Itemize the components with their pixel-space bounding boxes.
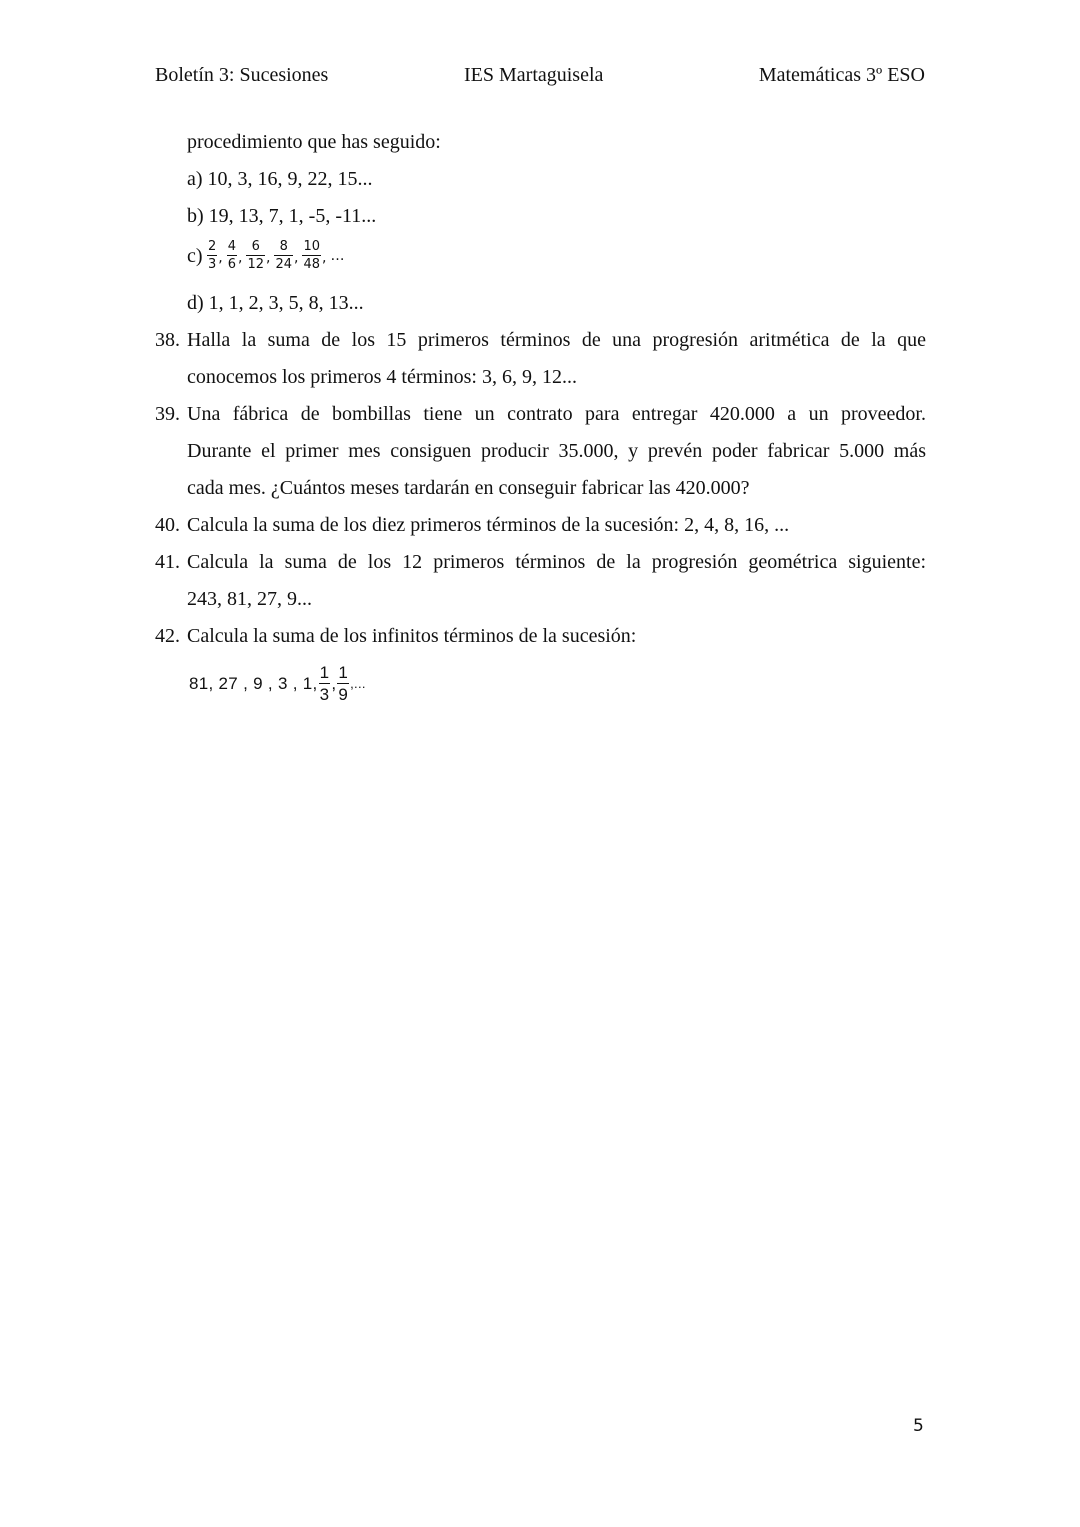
- sequence-b: b) 19, 13, 7, 1, -5, -11...: [187, 205, 377, 227]
- fraction: 1 3: [319, 663, 330, 704]
- problem-number: 40.: [155, 514, 180, 536]
- fraction: 6 12: [247, 239, 265, 272]
- intro-line: procedimiento que has seguido:: [187, 131, 441, 153]
- problem-41: [155, 544, 926, 618]
- problem-text: Una fábrica de bombillas tiene un contrato para entregar 420.000 a un proveedor.: [187, 403, 926, 425]
- sequence-c: [155, 235, 926, 285]
- separator: ,: [331, 673, 337, 693]
- ellipsis: …: [330, 247, 345, 264]
- problem-text: Calcula la suma de los infinitos términos de la sucesión:: [187, 625, 637, 647]
- fraction: 1 9: [338, 663, 349, 704]
- sequence-42-suffix: ,...: [350, 676, 366, 691]
- sequence-42-expression: [189, 663, 366, 704]
- problem-42: [155, 618, 926, 655]
- problem-text: conocemos los primeros 4 términos: 3, 6, 9, 12...: [187, 366, 577, 388]
- header-left: Boletín 3: Sucesiones: [155, 64, 329, 86]
- page-number: 5: [913, 1416, 924, 1436]
- sequence-c-fractions: 2 3 , 4 6 , 6 12 , 8 24 , 10 48 , …: [208, 239, 345, 272]
- fraction: 2 3: [208, 239, 217, 272]
- problem-number: 42.: [155, 625, 180, 647]
- problem-text: Calcula la suma de los 12 primeros términos de la progresión geométrica siguiente:: [187, 551, 926, 573]
- problem-39: [155, 396, 926, 507]
- problem-text: Durante el primer mes consiguen producir 35.000, y prevén poder fabricar 5.000 más: [187, 440, 926, 462]
- fraction: 10 48: [303, 239, 321, 272]
- header-center: IES Martaguisela: [464, 64, 604, 86]
- sequence-42: [155, 655, 926, 715]
- sequence-a: a) 10, 3, 16, 9, 22, 15...: [187, 168, 373, 190]
- problem-40: [155, 507, 926, 544]
- problem-38: [155, 322, 926, 396]
- sequence-42-prefix: 81, 27 , 9 , 3 , 1,: [189, 673, 318, 693]
- sequence-d: d) 1, 1, 2, 3, 5, 8, 13...: [187, 292, 364, 314]
- problem-number: 38.: [155, 329, 180, 351]
- header-right: Matemáticas 3º ESO: [758, 64, 925, 86]
- fraction: 4 6: [227, 239, 237, 272]
- problem-text: 243, 81, 27, 9...: [187, 588, 312, 610]
- problem-number: 41.: [155, 551, 180, 573]
- sequence-c-label: c): [187, 245, 203, 267]
- problem-text: cada mes. ¿Cuántos meses tardarán en conseguir fabricar las 420.000?: [187, 477, 750, 499]
- page-header: [155, 64, 925, 94]
- document-body: [155, 124, 926, 715]
- problem-text: Halla la suma de los 15 primeros términos de una progresión aritmética de la que: [187, 329, 926, 351]
- fraction: 8 24: [275, 239, 293, 272]
- problem-text: Calcula la suma de los diez primeros términos de la sucesión: 2, 4, 8, 16, ...: [187, 514, 790, 536]
- problem-number: 39.: [155, 403, 180, 425]
